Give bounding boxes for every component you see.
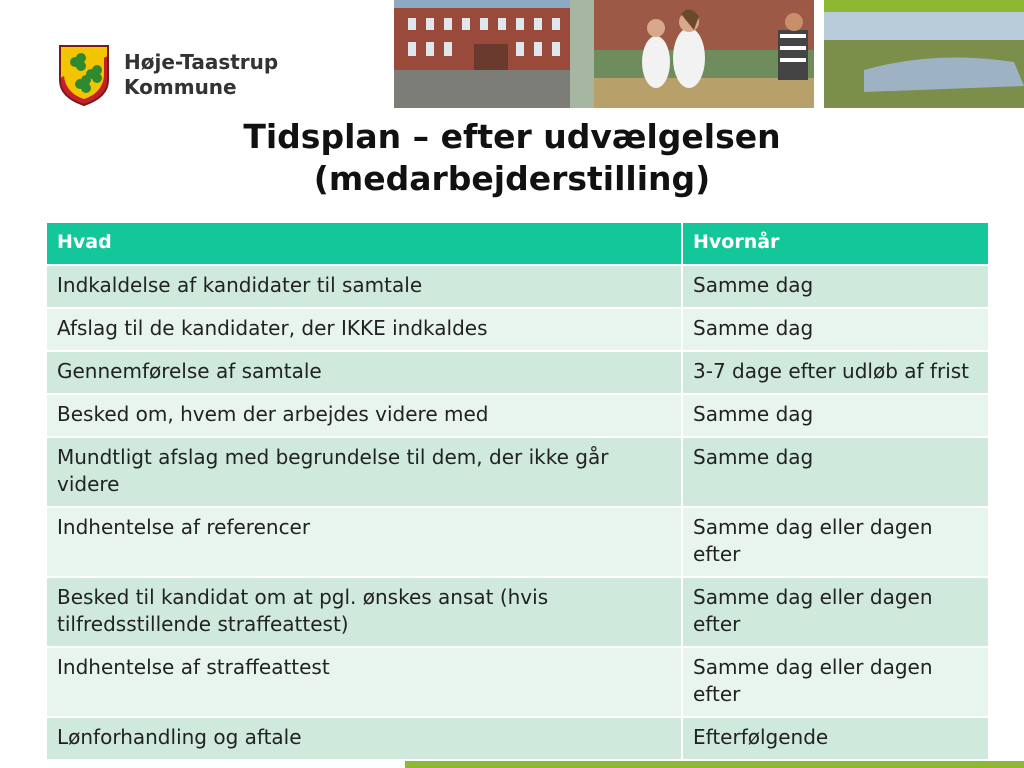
task-cell: Indhentelse af straffeattest (46, 647, 682, 717)
task-cell: Indkaldelse af kandidater til samtale (46, 265, 682, 308)
timing-cell: Samme dag (682, 265, 989, 308)
column-header-hvad: Hvad (46, 222, 682, 265)
table-row (46, 647, 989, 717)
logo-text (124, 50, 278, 100)
slide-title (0, 116, 1024, 200)
timing-cell: Samme dag (682, 394, 989, 437)
timing-cell: Samme dag (682, 308, 989, 351)
timing-cell: 3-7 dage efter udløb af frist (682, 351, 989, 394)
table-row (46, 507, 989, 577)
task-cell: Indhentelse af referencer (46, 507, 682, 577)
table-row (46, 394, 989, 437)
table-row (46, 308, 989, 351)
coat-of-arms-icon (58, 44, 110, 106)
task-cell: Lønforhandling og aftale (46, 717, 682, 760)
slide-title-line-1: Tidsplan – efter udvælgelsen (243, 117, 781, 156)
schedule-table (45, 221, 990, 761)
timing-cell: Samme dag (682, 437, 989, 507)
logo-line-2: Kommune (124, 75, 237, 99)
column-header-hvornaar: Hvornår (682, 222, 989, 265)
table-header-row (46, 222, 989, 265)
timing-cell: Efterfølgende (682, 717, 989, 760)
timing-cell: Samme dag eller dagen efter (682, 507, 989, 577)
table-row (46, 265, 989, 308)
task-cell: Gennemførelse af samtale (46, 351, 682, 394)
task-cell: Besked om, hvem der arbejdes videre med (46, 394, 682, 437)
timing-cell: Samme dag eller dagen efter (682, 647, 989, 717)
photo-banner (394, 0, 1024, 108)
logo-line-1: Høje-Taastrup (124, 50, 279, 74)
timing-cell: Samme dag eller dagen efter (682, 577, 989, 647)
photo-banner-image (394, 0, 1024, 108)
table-row (46, 717, 989, 760)
table-row (46, 351, 989, 394)
task-cell: Mundtligt afslag med begrundelse til dem, der ikke går videre (46, 437, 682, 507)
footer-accent-bar (405, 761, 1024, 768)
municipality-logo (58, 44, 278, 106)
table-row (46, 577, 989, 647)
slide-title-line-2: (medarbejderstilling) (313, 159, 711, 198)
table-row (46, 437, 989, 507)
task-cell: Afslag til de kandidater, der IKKE indkaldes (46, 308, 682, 351)
task-cell: Besked til kandidat om at pgl. ønskes ansat (hvis tilfredsstillende straffeattest) (46, 577, 682, 647)
